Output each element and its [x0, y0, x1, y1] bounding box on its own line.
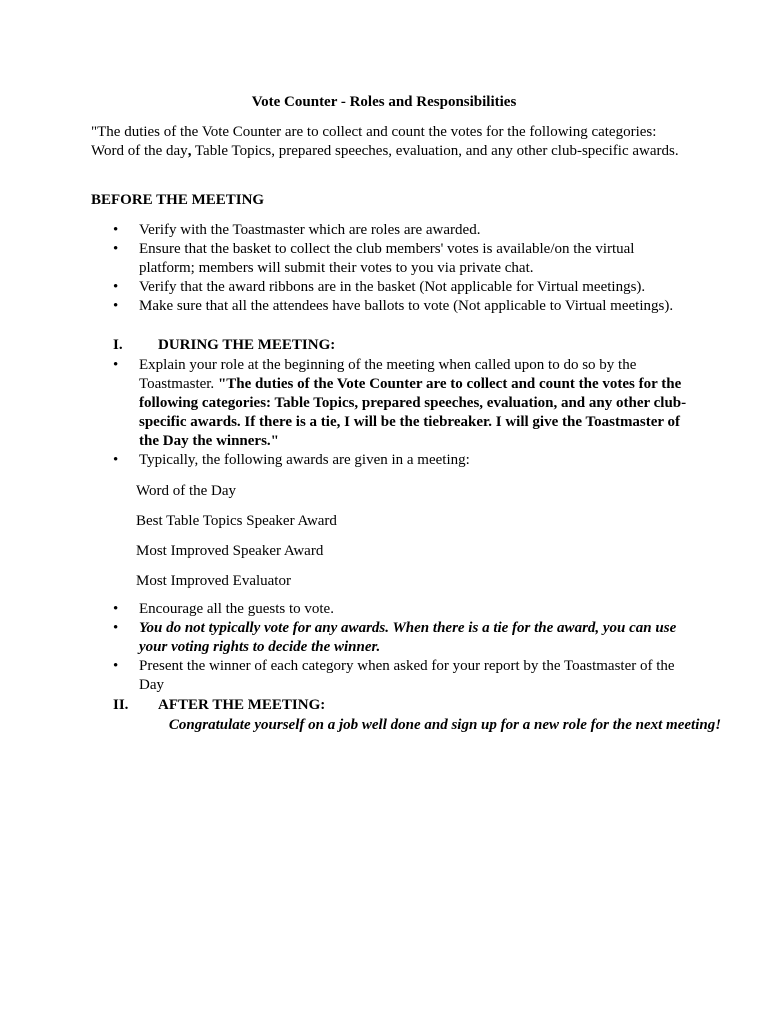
bullet-icon: •: [113, 298, 119, 314]
bullet-icon: •: [113, 601, 119, 617]
bullet-icon: •: [113, 658, 119, 674]
intro-comma: ,: [187, 143, 192, 159]
before-meeting-list: [91, 221, 691, 316]
awards-list: [136, 482, 337, 602]
duties-quote: "The duties of the Vote Counter are to collect and count the votes for the following categories: Table Topics, prepared speeches, evaluation, and any other club-specific awards. If there is a tie, I will be the tiebreaker. I will give the Toastmaster of the Day the winners.": [139, 376, 687, 449]
list-item-text: Typically, the following awards are given in a meeting:: [139, 452, 470, 468]
list-item-text: Ensure that the basket to collect the club members' votes is available/on the virtual platform; members will submit their votes to you via private chat.: [139, 241, 635, 276]
list-item: [91, 221, 691, 240]
bullet-icon: •: [113, 620, 119, 636]
list-item-text: You do not typically vote for any awards. When there is a tie for the award, you can use your voting rights to decide the winner.: [139, 620, 677, 655]
before-meeting-heading: BEFORE THE MEETING: [91, 192, 265, 208]
list-item: [91, 600, 691, 619]
intro-suffix: Table Topics, prepared speeches, evaluation, and any other club-specific awards.: [191, 143, 679, 159]
list-item: [91, 297, 691, 316]
bullet-icon: •: [113, 241, 119, 257]
list-item-text: Verify that the award ribbons are in the basket (Not applicable for Virtual meetings).: [139, 279, 646, 295]
section-heading-text: DURING THE MEETING:: [158, 337, 336, 353]
list-item-text: Present the winner of each category when asked for your report by the Toastmaster of the Day: [139, 658, 675, 693]
during-meeting-list: [91, 356, 691, 470]
bullet-icon: •: [113, 357, 119, 373]
award-item: Most Improved Evaluator: [136, 573, 291, 589]
list-item: [91, 451, 691, 470]
bullet-icon: •: [113, 279, 119, 295]
award-item: Most Improved Speaker Award: [136, 543, 324, 559]
list-item: [91, 240, 691, 278]
bullet-icon: •: [113, 452, 119, 468]
during-meeting-list-continued: [91, 600, 691, 695]
list-item: [91, 657, 691, 695]
intro-prefix: "The duties of the Vote Counter are to collect and count the votes for the following categories: Word of the day: [91, 124, 657, 159]
list-item: [91, 356, 691, 451]
bullet-icon: •: [113, 222, 119, 238]
list-item: [91, 619, 691, 657]
award-item: Word of the Day: [136, 483, 237, 499]
section-number: I.: [113, 337, 123, 353]
award-item: Best Table Topics Speaker Award: [136, 513, 337, 529]
document-title: Vote Counter - Roles and Responsibilities: [251, 94, 517, 110]
section-number: II.: [113, 697, 129, 713]
list-item-text: Encourage all the guests to vote.: [139, 601, 334, 617]
list-item-text: Explain your role at the beginning of the meeting when called upon to do so by the Toastmaster.: [139, 357, 637, 392]
intro-paragraph: [91, 123, 681, 161]
list-item: [91, 278, 691, 297]
section-heading-text: AFTER THE MEETING:: [158, 697, 326, 713]
list-item-text: Verify with the Toastmaster which are roles are awarded.: [139, 222, 481, 238]
list-item-text: Make sure that all the attendees have ballots to vote (Not applicable to Virtual meetings).: [139, 298, 674, 314]
closing-message: Congratulate yourself on a job well done and sign up for a new role for the next meeting!: [168, 717, 722, 733]
